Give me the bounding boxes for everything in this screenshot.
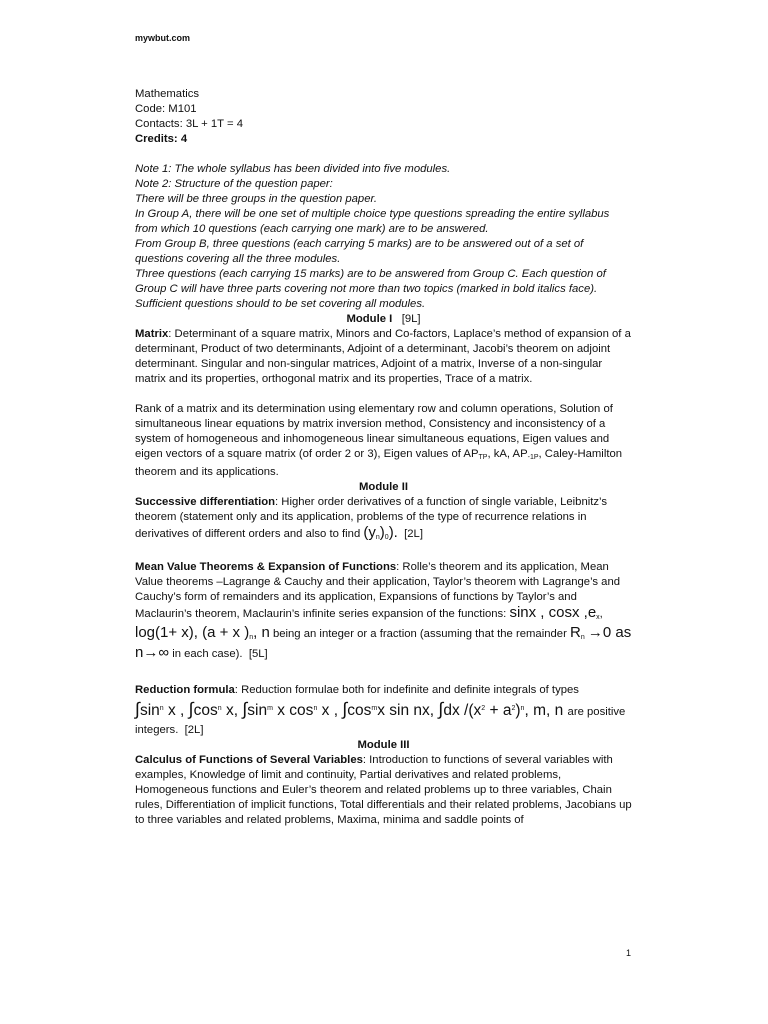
red-i4: cos bbox=[347, 702, 372, 719]
rank-mid: , kA, AP bbox=[487, 448, 528, 460]
course-code: Code: M101 bbox=[135, 103, 197, 115]
site-url: mywbut.com bbox=[135, 33, 191, 43]
rank-sub-1: TP bbox=[478, 454, 488, 461]
note-line: In Group A, there will be one set of multiple choice type questions spreading the entire syllabus from which 10 questions (each carrying one mark) are to be answered. bbox=[135, 208, 610, 235]
red-i4-sup: m bbox=[371, 705, 378, 712]
rank-sub-2: -1P bbox=[527, 454, 539, 461]
red-i2-sup: n bbox=[217, 705, 222, 712]
red-i5-sup3: n bbox=[520, 705, 525, 712]
integral-icon: ∫ bbox=[438, 699, 444, 719]
mvt-text: : Rolle’s theorem and its application, Mean Value theorems –Lagrange & Cauchy and their application, Taylor’s theorem with Lagrange’s and Cauchy’s form of remainders and its application, Expansions of functions by Taylor’s and Maclaurin’s theorem, Maclaurin’s infinite series expansion of the functions: bbox=[135, 561, 621, 620]
red-i4-end: x sin nx, bbox=[377, 702, 435, 719]
note-line: From Group B, three questions (each carrying 5 marks) are to be answered out of a set of questions covering all the three modules. bbox=[135, 238, 584, 265]
reduction-text: : Reduction formulae both for indefinite and definite integrals of types bbox=[234, 684, 579, 696]
integral-icon: ∫ bbox=[135, 699, 140, 719]
course-credits: Credits: 4 bbox=[135, 133, 188, 145]
module-1-matrix bbox=[135, 327, 632, 387]
module-3-calculus bbox=[135, 753, 632, 828]
red-i5: dx /(x bbox=[443, 702, 482, 719]
module-2-mvt: Mean Value Theorems & Expansion of Functions: Rolle’s theorem and its application, Mean Value theorems –Lagrange & Cauchy and their application, Taylor’s theorem with Lagrange’s and Cauchy’s form of remainders and its application, Expansions of functions by Taylor’s and Maclaurin’s theorem, Maclaurin’s infinite series expansion of the functions: sinx , cosx $,e_x$, log(1+ x), (a + x )$_n$, n being an integer or a fraction (assuming that the remainder $R_n \to 0$ as n→∞ in each case). [5L] bbox=[135, 561, 632, 661]
red-i5-sup: 2 bbox=[481, 705, 486, 712]
red-i1-end: x , bbox=[167, 702, 185, 719]
red-i5-mid2: ) bbox=[515, 702, 521, 719]
note-line: There will be three groups in the question paper. bbox=[135, 193, 377, 205]
integral-icon: ∫ bbox=[342, 699, 348, 719]
red-i5-mid: + a bbox=[489, 702, 512, 719]
mvt-hours: [5L] bbox=[248, 648, 268, 660]
red-i3: sin bbox=[247, 702, 268, 719]
course-contacts: Contacts: 3L + 1T = 4 bbox=[135, 118, 244, 130]
red-i1: sin bbox=[139, 702, 160, 719]
rank-text: Rank of a matrix and its determination using elementary row and column operations, Solution of simultaneous linear equations by matrix inversion method, Consistency and inconsistency of a system of homogeneous and inhomogeneous linear simultaneous equations, Eigen values and eigen vectors of a square matrix (of order 2 or 3), Eigen values of AP bbox=[135, 403, 613, 460]
course-subject: Mathematics bbox=[135, 88, 200, 100]
mvt-f2-sub: n bbox=[249, 634, 254, 641]
reduction-tail bbox=[135, 723, 632, 738]
mvt-arrow: →0 as bbox=[587, 624, 632, 641]
sd-formula bbox=[363, 524, 397, 541]
note-line: Note 2: Structure of the question paper: bbox=[135, 178, 333, 190]
calculus-text: : Introduction to functions of several variables with examples, Knowledge of limit and continuity, Partial derivatives and related problems, Homogeneous functions and Euler’s theorem and related problems up to three variables, Chain rules, Differentiation of implicit functions, Total differentials and their related problems, Jacobians up to three variables and related problems, Maxima, minima and saddle points of bbox=[135, 754, 632, 826]
sd-sub-0: 0 bbox=[384, 534, 389, 541]
red-tail-2: integers. bbox=[135, 724, 179, 736]
integral-icon: ∫ bbox=[242, 699, 248, 719]
red-i2-end: x, bbox=[225, 702, 239, 719]
notes bbox=[135, 162, 632, 312]
red-tail: are positive bbox=[567, 706, 626, 718]
note-line: Sufficient questions should to be set covering all modules. bbox=[135, 298, 426, 310]
sd-formula-b: ) bbox=[379, 524, 385, 541]
red-i5-end: , m, n bbox=[524, 702, 564, 719]
sd-sub-n: n bbox=[375, 534, 380, 541]
rank-end: , Caley-Hamilton theorem and its applications. bbox=[135, 448, 623, 478]
mvt-label: Mean Value Theorems & Expansion of Functions bbox=[135, 561, 397, 573]
red-i2: cos bbox=[193, 702, 218, 719]
red-i3-mid: x cos bbox=[277, 702, 314, 719]
module-2-reduction bbox=[135, 683, 632, 698]
reduction-label: Reduction formula bbox=[135, 684, 235, 696]
sd-text: : Higher order derivatives of a function of single variable, Leibnitz’s theorem (statement only and its application, problems of the type of recurrence relations in derivatives of different orders and also to find bbox=[135, 496, 607, 540]
mvt-r-sub: n bbox=[580, 634, 585, 641]
red-i3-end: x , bbox=[321, 702, 339, 719]
mvt-f2: log(1+ x), (a + x ) bbox=[135, 624, 250, 641]
syllabus-content bbox=[135, 87, 632, 828]
reduction-formulas bbox=[135, 698, 632, 723]
reduction-hours: [2L] bbox=[184, 724, 204, 736]
calculus-label: Calculus of Functions of Several Variables bbox=[135, 754, 363, 766]
module-1-hours: [9L] bbox=[401, 313, 421, 325]
sd-formula-c: ). bbox=[388, 524, 398, 541]
module-1-heading bbox=[135, 312, 632, 327]
sd-label: Successive differentiation bbox=[135, 496, 276, 508]
mvt-ninf: n→∞ bbox=[135, 644, 170, 661]
mvt-f1: sinx , cosx ,e bbox=[509, 604, 597, 621]
module-2-sd bbox=[135, 495, 632, 545]
mvt-f1-sub: x bbox=[596, 614, 600, 621]
sd-hours: [2L] bbox=[404, 528, 423, 540]
module-3-title: Module III bbox=[357, 739, 410, 751]
mvt-f3: , n bbox=[253, 624, 270, 641]
red-i1-sup: n bbox=[159, 705, 164, 712]
red-i3-sup2: n bbox=[313, 705, 318, 712]
red-i5-sup2: 2 bbox=[511, 705, 516, 712]
note-line: Note 1: The whole syllabus has been divided into five modules. bbox=[135, 163, 451, 175]
red-i3-sup: m bbox=[267, 705, 273, 712]
integral-icon: ∫ bbox=[188, 699, 194, 719]
matrix-label: Matrix bbox=[135, 328, 169, 340]
matrix-text: : Determinant of a square matrix, Minors and Co-factors, Laplace’s method of expansion of a determinant, Product of two determinants, Adjoint of a determinant, Jacobi’s theorem on adjoint determinant. Singular and non-singular matrices, Adjoint of a matrix, Inverse of a non-singular matrix and its properties, orthogonal matrix and its properties, Trace of a matrix. bbox=[135, 328, 631, 385]
mvt-r: R bbox=[569, 624, 581, 641]
mvt-text-3: in each case). bbox=[172, 648, 243, 660]
module-1-title: Module I bbox=[346, 313, 393, 325]
mvt-text-2: being an integer or a fraction (assuming that the remainder bbox=[272, 628, 567, 640]
page-number: 1 bbox=[626, 948, 632, 958]
note-line: Three questions (each carrying 15 marks) are to be answered from Group C. Each question of Group C will have three parts covering not more than two topics (marked in bold italics face). bbox=[135, 268, 606, 295]
module-1-rank bbox=[135, 402, 632, 480]
module-2-title: Module II bbox=[359, 481, 408, 493]
sd-formula-a: (y bbox=[363, 524, 376, 541]
